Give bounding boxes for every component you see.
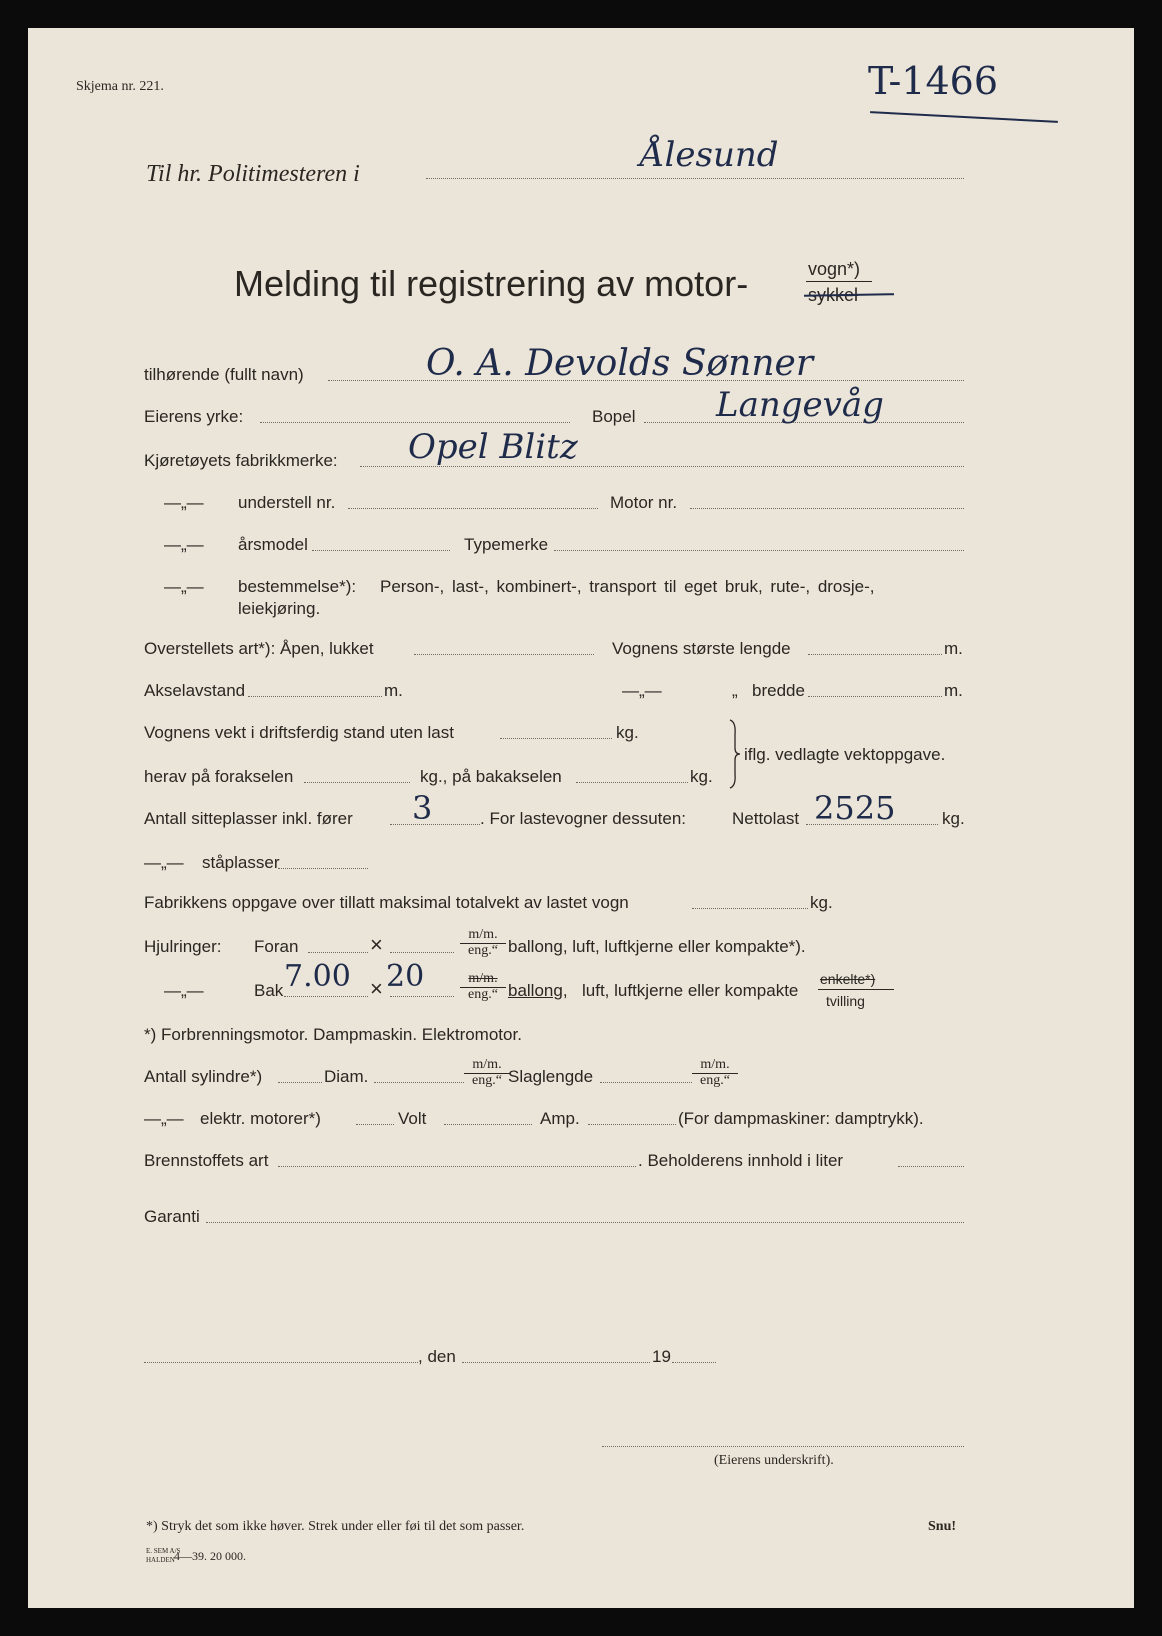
rear-unit-fraction <box>460 972 506 1002</box>
printer-name: E. SEM A/S <box>146 1547 181 1555</box>
seats-label: Antall sitteplasser inkl. fører <box>144 809 353 828</box>
ditto-mark: —„— <box>164 981 204 1000</box>
purpose-options-cont: leiekjøring. <box>238 599 321 618</box>
max-weight-line <box>692 908 808 909</box>
electric-label: elektr. motorer*) <box>200 1109 321 1128</box>
length-label: Vognens største lengde <box>612 639 791 658</box>
ditto-mark: —„— <box>164 577 204 596</box>
make-label: Kjøretøyets fabrikkmerke: <box>144 451 338 470</box>
print-run: 4—39. 20 000. <box>174 1549 246 1563</box>
addressee-value: Ålesund <box>640 135 779 175</box>
max-weight-unit: kg. <box>810 893 833 912</box>
front-times: × <box>370 932 383 957</box>
width-unit: m. <box>944 681 963 700</box>
amp-label: Amp. <box>540 1109 580 1128</box>
tyre-enkelte: enkelte*) <box>820 971 876 987</box>
chassis-line <box>348 508 598 509</box>
ditto-mark: —„— <box>164 535 204 554</box>
front-axle-line <box>304 782 410 783</box>
weight-brace <box>726 718 742 790</box>
purpose-label: bestemmelse*): <box>238 577 357 596</box>
front-axle-label: herav på forakselen <box>144 767 294 786</box>
ditto-mark: —„— <box>622 681 662 700</box>
rear-size-a: 7.00 <box>284 959 351 994</box>
electric-line <box>356 1124 394 1125</box>
title-sykkel: sykkel <box>808 285 859 305</box>
tyres-front-label: Foran <box>254 937 299 956</box>
fuel-line <box>278 1166 636 1167</box>
diam-unit-mm: m/m. <box>464 1058 510 1074</box>
ditto-mark: —„— <box>164 493 204 512</box>
front-width-line <box>308 952 368 953</box>
guarantee-line <box>206 1222 964 1223</box>
rear-axle-unit: kg. <box>690 767 713 786</box>
cylinders-label: Antall sylindre*) <box>144 1067 263 1086</box>
type-label: Typemerke <box>464 535 549 554</box>
netload-value: 2525 <box>814 789 896 827</box>
cylinders-line <box>278 1082 322 1083</box>
front-unit-fraction <box>460 928 506 958</box>
title-vogn: vogn*) <box>808 259 861 279</box>
form-title: Melding til registrering av motor- <box>234 263 749 304</box>
occupation-line <box>260 422 570 423</box>
fuel-label: Brennstoffets art <box>144 1151 269 1170</box>
stroke-unit-fraction <box>692 1058 738 1088</box>
guarantee-label: Garanti <box>144 1207 200 1226</box>
tank-label: . Beholderens innhold i liter <box>638 1151 844 1170</box>
date-place-line <box>144 1362 418 1363</box>
rear-unit-mm: m/m. <box>460 972 506 988</box>
rear-unit-eng: eng.“ <box>468 986 498 1002</box>
tyre-fraction-bar <box>818 989 894 990</box>
weight-unit: kg. <box>616 723 639 742</box>
stroke-label: Slaglengde <box>508 1067 594 1086</box>
date-day-line <box>462 1362 650 1363</box>
front-unit-mm: m/m. <box>460 928 506 944</box>
netload-unit: kg. <box>942 809 965 828</box>
date-19: 19 <box>652 1347 671 1366</box>
volt-line <box>444 1124 532 1125</box>
model-year-label: årsmodel <box>238 535 308 554</box>
wheelbase-line <box>248 696 382 697</box>
residence-value: Langevåg <box>716 385 884 425</box>
netload-label: Nettolast <box>732 809 800 828</box>
seats-line <box>390 824 480 825</box>
rear-size-b: 20 <box>386 959 425 994</box>
signature-line <box>602 1446 964 1447</box>
owner-label: tilhørende (fullt navn) <box>144 365 304 384</box>
turn-over: Snu! <box>928 1519 957 1534</box>
amp-line <box>588 1124 676 1125</box>
tyre-types-front: ballong, luft, luftkjerne eller kompakte*). <box>508 937 806 956</box>
motor-label: Motor nr. <box>610 493 678 512</box>
rear-times: × <box>370 976 383 1001</box>
occupation-label: Eierens yrke: <box>144 407 244 426</box>
freight-label: . For lastevogner dessuten: <box>480 809 687 828</box>
addressee-label: Til hr. Politimesteren i <box>146 161 360 187</box>
tyre-ballong-underlined: ballong, <box>508 981 568 1000</box>
wheelbase-label: Akselavstand <box>144 681 246 700</box>
stroke-unit-mm: m/m. <box>692 1058 738 1074</box>
tyres-label: Hjulringer: <box>144 937 222 956</box>
title-fraction-bar <box>806 281 872 282</box>
tyre-tvilling: tvilling <box>826 993 865 1009</box>
width-line <box>808 696 942 697</box>
wheelbase-unit: m. <box>384 681 403 700</box>
addressee-line <box>426 178 964 179</box>
archive-ref: T-1466 <box>868 59 998 103</box>
model-year-line <box>312 550 450 551</box>
tank-line <box>898 1166 964 1167</box>
rear-rim-line <box>390 996 454 997</box>
type-line <box>554 550 964 551</box>
diam-unit-eng: eng.“ <box>472 1072 502 1088</box>
weight-label: Vognens vekt i driftsferdig stand uten last <box>144 723 454 742</box>
owner-value: O. A. Devolds Sønner <box>426 343 814 384</box>
front-rim-line <box>390 952 454 953</box>
make-value: Opel Blitz <box>408 427 578 467</box>
chassis-label: understell nr. <box>238 493 336 512</box>
residence-label: Bopel <box>592 407 636 426</box>
date-year-line <box>672 1362 716 1363</box>
width-label: bredde <box>752 681 805 700</box>
form-paper <box>28 28 1134 1608</box>
width-ditto: „ <box>732 681 738 700</box>
front-unit-eng: eng.“ <box>468 942 498 958</box>
diam-label: Diam. <box>324 1067 369 1086</box>
steam-label: (For dampmaskiner: damptrykk). <box>678 1109 924 1128</box>
engine-types: *) Forbrenningsmotor. Dampmaskin. Elektromotor. <box>144 1025 522 1044</box>
length-unit: m. <box>944 639 963 658</box>
stroke-unit-eng: eng.“ <box>700 1072 730 1088</box>
rear-axle-line <box>576 782 688 783</box>
printer-city: HALDEN <box>146 1556 175 1564</box>
motor-line <box>690 508 964 509</box>
tyre-types-rear: luft, luftkjerne eller kompakte <box>582 981 799 1000</box>
body-label: Overstellets art*): Åpen, lukket <box>144 639 374 658</box>
tyres-rear-label: Bak <box>254 981 284 1000</box>
rear-axle-label: kg., på bakakselen <box>420 767 562 786</box>
stroke-line <box>600 1082 692 1083</box>
diam-line <box>374 1082 464 1083</box>
signature-label: (Eierens underskrift). <box>714 1453 834 1468</box>
length-line <box>808 654 942 655</box>
weight-line <box>500 738 612 739</box>
body-line <box>414 654 594 655</box>
standing-label: ståplasser <box>202 853 280 872</box>
seats-value: 3 <box>412 789 433 827</box>
footer-note: *) Stryk det som ikke høver. Strek under eller føi til det som passer. <box>146 1519 525 1534</box>
schema-number: Skjema nr. 221. <box>76 79 164 94</box>
archive-ref-underline <box>870 111 1058 123</box>
diam-unit-fraction <box>464 1058 510 1088</box>
max-weight-label: Fabrikkens oppgave over tillatt maksimal totalvekt av lastet vogn <box>144 893 629 912</box>
weight-note: iflg. vedlagte vektoppgave. <box>744 745 946 764</box>
rear-width-line <box>284 996 368 997</box>
date-den: , den <box>418 1347 456 1366</box>
ditto-mark: —„— <box>144 853 184 872</box>
standing-line <box>278 868 368 869</box>
purpose-options: Person-, last-, kombinert-, transport til eget bruk, rute-, drosje-, <box>380 577 875 596</box>
volt-label: Volt <box>398 1109 427 1128</box>
ditto-mark: —„— <box>144 1109 184 1128</box>
